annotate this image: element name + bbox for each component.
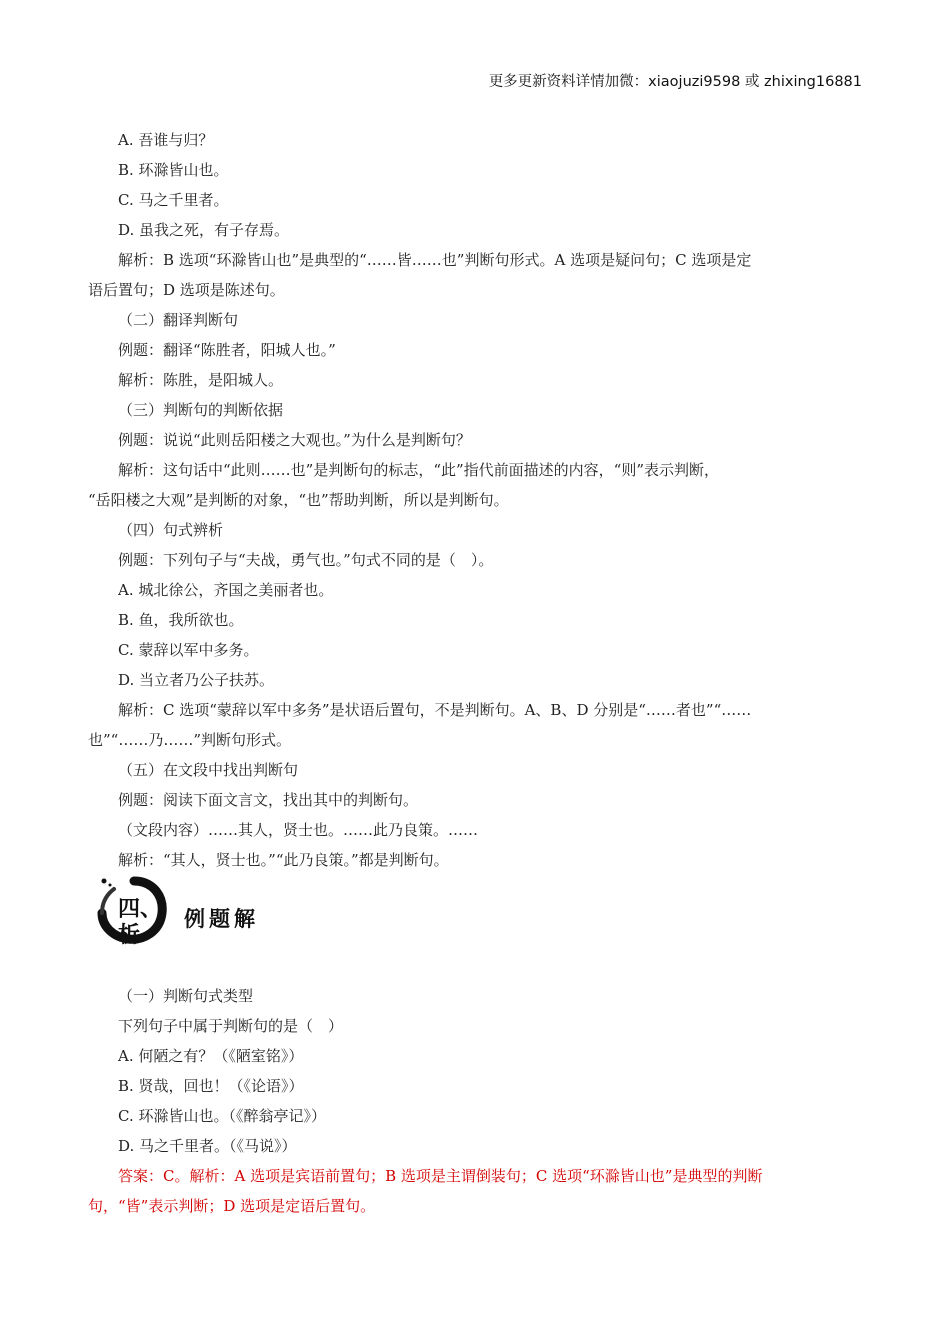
analysis-line: 解析：陈胜，是阳城人。 <box>118 371 284 389</box>
analysis-line: 解析：这句话中“此则……也”是判断句的标志，“此”指代前面描述的内容，“则”表示判断， <box>118 461 720 479</box>
example-line: 例题：说说“此则岳阳楼之大观也。”为什么是判断句？ <box>118 431 471 449</box>
option-d: D. 虽我之死，有子存焉。 <box>118 221 290 239</box>
section-number: 四、析 <box>118 897 163 948</box>
example-line: 例题：阅读下面文言文，找出其中的判断句。 <box>118 791 419 809</box>
analysis-line-cont: “岳阳楼之大观”是判断的对象，“也”帮助判断，所以是判断句。 <box>88 491 509 509</box>
page-header-contact: 更多更新资料详情加微：xiaojuzi9598 或 zhixing16881 <box>488 74 862 90</box>
example-line: 例题：下列句子与“夫战，勇气也。”句式不同的是（ ）。 <box>118 551 494 569</box>
section-title: 例题解 <box>184 907 259 931</box>
subsection-title: （一）判断句式类型 <box>118 987 254 1005</box>
answer-line-cont: 句，“皆”表示判断；D 选项是定语后置句。 <box>88 1197 376 1215</box>
subsection-title: （二）翻译判断句 <box>118 311 239 329</box>
question-stem: 下列句子中属于判断句的是（ ） <box>118 1017 344 1035</box>
option-d: D. 当立者乃公子扶苏。 <box>118 671 275 689</box>
document-body <box>88 125 863 1221</box>
analysis-line: 解析：C 选项“蒙辞以军中多务”是状语后置句，不是判断句。A、B、D 分别是“……者也”“…… <box>118 701 752 719</box>
example-line: 例题：翻译“陈胜者，阳城人也。” <box>118 341 336 359</box>
answer-line: 答案：C。解析：A 选项是宾语前置句；B 选项是主谓倒装句；C 选项“环滁皆山也”是典型的判断 <box>118 1167 763 1185</box>
analysis-line-cont: 也”“……乃……”判断句形式。 <box>88 731 292 749</box>
option-d: D. 马之千里者。（《马说》） <box>118 1137 297 1155</box>
subsection-title: （五）在文段中找出判断句 <box>118 761 299 779</box>
option-b: B. 鱼，我所欲也。 <box>118 611 244 629</box>
option-c: C. 蒙辞以军中多务。 <box>118 641 259 659</box>
analysis-line-cont: 语后置句；D 选项是陈述句。 <box>88 281 285 299</box>
passage-line: （文段内容）……其人，贤士也。……此乃良策。…… <box>118 821 479 839</box>
option-b: B. 贤哉，回也！（《论语》） <box>118 1077 304 1095</box>
option-c: C. 马之千里者。 <box>118 191 229 209</box>
subsection-title: （三）判断句的判断依据 <box>118 401 284 419</box>
subsection-title: （四）句式辨析 <box>118 521 224 539</box>
option-b: B. 环滁皆山也。 <box>118 161 229 179</box>
analysis-line: 解析：B 选项“环滁皆山也”是典型的“……皆……也”判断句形式。A 选项是疑问句；C 选项是定 <box>118 251 752 269</box>
option-a: A. 何陋之有？（《陋室铭》） <box>118 1047 304 1065</box>
option-c: C. 环滁皆山也。（《醉翁亭记》） <box>118 1107 326 1125</box>
section-heading <box>88 875 863 981</box>
option-a: A. 吾谁与归？ <box>118 131 214 149</box>
analysis-line: 解析：“其人，贤士也。”“此乃良策。”都是判断句。 <box>118 851 449 869</box>
option-a: A. 城北徐公，齐国之美丽者也。 <box>118 581 334 599</box>
